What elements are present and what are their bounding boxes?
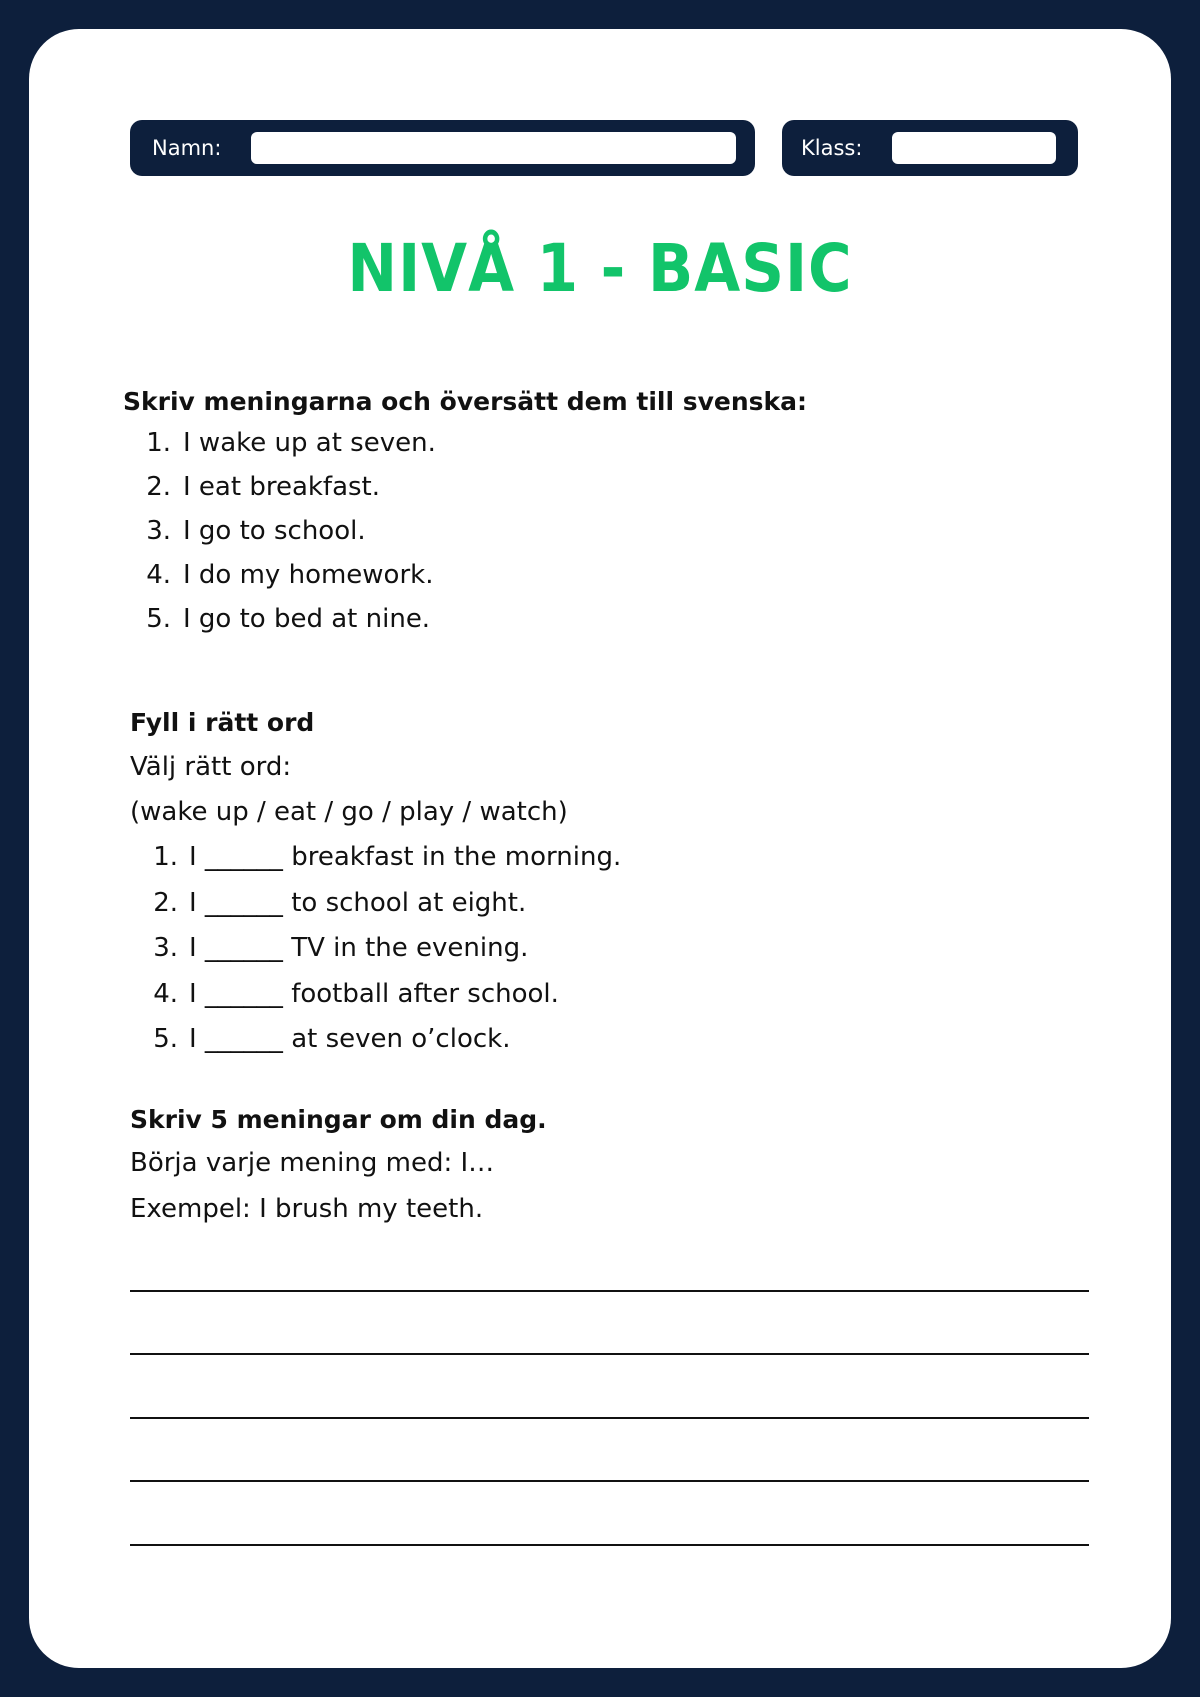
writing-line[interactable] (130, 1353, 1089, 1355)
item-text: I ______ TV in the evening. (189, 933, 529, 963)
item-number: 5. (146, 604, 171, 634)
item-number: 3. (153, 933, 178, 963)
item-number: 1. (153, 842, 178, 872)
writing-line[interactable] (130, 1480, 1089, 1482)
section3-example: Exempel: I brush my teeth. (130, 1194, 484, 1224)
item-text: I go to bed at nine. (183, 604, 431, 634)
name-input[interactable] (251, 132, 736, 164)
section1-heading: Skriv meningarna och översätt dem till svenska: (123, 387, 808, 416)
item-number: 5. (153, 1024, 178, 1054)
name-label: Namn: (152, 136, 222, 160)
item-number: 2. (153, 887, 178, 918)
page-title: NIVÅ 1 - BASIC (347, 230, 853, 307)
writing-line[interactable] (130, 1544, 1089, 1546)
item-text: I ______ to school at eight. (189, 887, 527, 918)
item-text: I do my homework. (183, 560, 434, 590)
item-text: I go to school. (183, 516, 366, 546)
section3-instruction: Börja varje mening med: I… (130, 1148, 495, 1178)
item-number: 4. (153, 978, 178, 1009)
section2-heading: Fyll i rätt ord (130, 708, 315, 737)
class-field-bar (782, 120, 1078, 176)
name-field-bar (130, 120, 755, 176)
item-text: I wake up at seven. (183, 428, 436, 458)
word-options: (wake up / eat / go / play / watch) (130, 797, 568, 827)
writing-line[interactable] (130, 1417, 1089, 1419)
item-number: 2. (146, 472, 171, 502)
item-number: 3. (146, 516, 171, 546)
writing-line[interactable] (130, 1290, 1089, 1292)
item-number: 4. (146, 560, 171, 590)
section2-instruction: Välj rätt ord: (130, 752, 292, 782)
section3-heading: Skriv 5 meningar om din dag. (130, 1105, 547, 1134)
class-label: Klass: (801, 136, 863, 160)
item-text: I ______ at seven o’clock. (189, 1024, 511, 1054)
class-input[interactable] (892, 132, 1056, 164)
item-number: 1. (146, 428, 171, 458)
item-text: I ______ breakfast in the morning. (189, 842, 622, 872)
item-text: I ______ football after school. (189, 978, 559, 1009)
item-text: I eat breakfast. (183, 472, 381, 502)
